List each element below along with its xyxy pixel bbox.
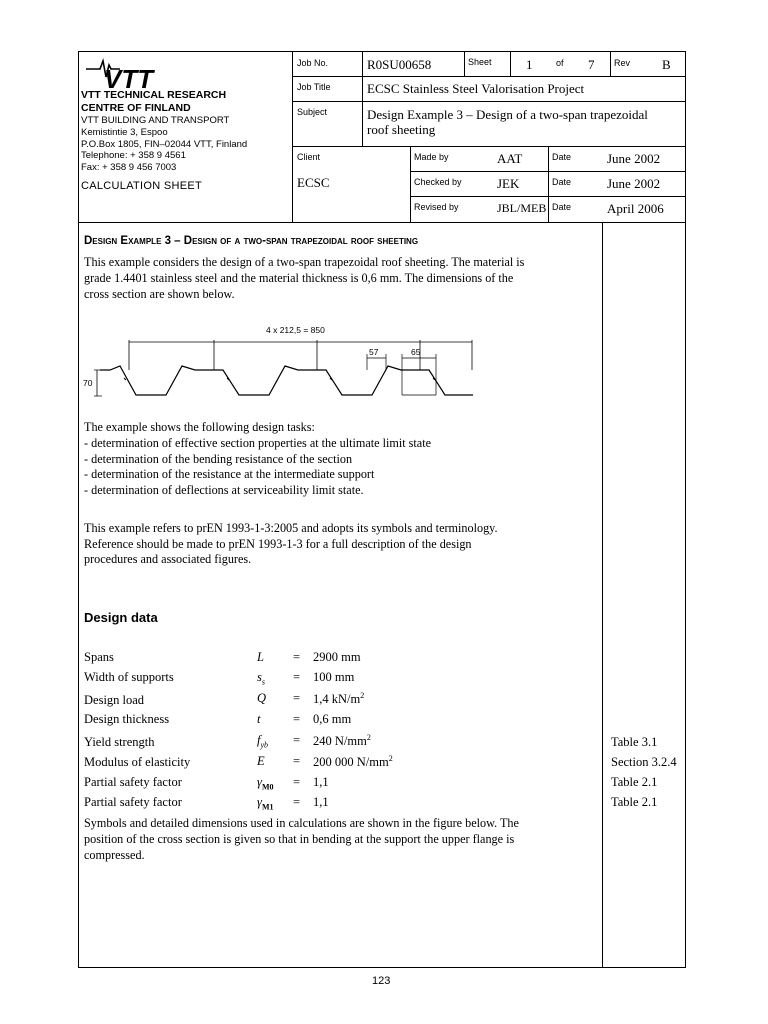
symbols-line-1: Symbols and detailed dimensions used in calculations are shown in the figure below. The bbox=[84, 816, 519, 830]
intro-line-1: This example considers the design of a two-span trapezoidal roof sheeting. The material is bbox=[84, 255, 525, 269]
job-title-label: Job Title bbox=[297, 82, 331, 92]
design-data-row bbox=[84, 795, 684, 813]
job-no-label: Job No. bbox=[297, 58, 329, 68]
dim-57: 57 bbox=[369, 347, 379, 357]
company-address-1: VTT BUILDING AND TRANSPORT bbox=[81, 115, 230, 126]
param-symbol: Q bbox=[257, 691, 267, 705]
trapezoidal-profile bbox=[100, 366, 473, 395]
equals-sign: = bbox=[293, 733, 301, 747]
equals-sign: = bbox=[293, 754, 301, 768]
task-item: - determination of the bending resistance of the section bbox=[84, 452, 353, 466]
dim-70: 70 bbox=[83, 378, 93, 388]
table-reference: Table 3.1 bbox=[611, 735, 658, 749]
design-data-row bbox=[84, 733, 684, 751]
param-value: 2900 mm bbox=[313, 650, 361, 664]
design-data-row bbox=[84, 775, 684, 793]
equals-sign: = bbox=[293, 775, 301, 789]
sheet-label: Sheet bbox=[468, 57, 492, 67]
design-data-row bbox=[84, 691, 684, 709]
checked-date-value: June 2002 bbox=[607, 176, 661, 191]
equals-sign: = bbox=[293, 691, 301, 705]
param-value: 100 mm bbox=[313, 670, 355, 684]
param-symbol: $s_s$ bbox=[257, 670, 265, 687]
sheet-number: 1 bbox=[526, 57, 533, 72]
design-data-row bbox=[84, 670, 684, 688]
design-data-row bbox=[84, 754, 684, 772]
row-rule-2 bbox=[292, 101, 686, 102]
subject-label: Subject bbox=[297, 107, 328, 117]
vtt-logo-graphic bbox=[84, 55, 194, 91]
param-symbol: E bbox=[257, 754, 265, 768]
dim-total: 4 x 212,5 = 850 bbox=[266, 325, 325, 335]
design-data-row bbox=[84, 650, 684, 668]
table-reference: Table 2.1 bbox=[611, 795, 658, 809]
subject-line-2: roof sheeting bbox=[367, 122, 436, 137]
col-rule-d bbox=[610, 51, 611, 76]
param-symbol: $f_{yb}$ bbox=[257, 733, 269, 750]
symbols-line-2: position of the cross section is given so that in bending at the support the upper flange is bbox=[84, 832, 515, 846]
made-by-label: Made by bbox=[414, 152, 449, 162]
equals-sign: = bbox=[293, 650, 301, 664]
logo-wordmark: VTT bbox=[104, 64, 154, 91]
page-number: 123 bbox=[372, 975, 391, 987]
param-name: Partial safety factor bbox=[84, 795, 182, 809]
col-rule-a bbox=[362, 51, 363, 146]
param-value: 1,1 bbox=[313, 775, 329, 789]
table-reference: Table 2.1 bbox=[611, 775, 658, 789]
row-rule-1 bbox=[292, 76, 686, 77]
checked-date-label: Date bbox=[552, 177, 572, 187]
vtt-logo bbox=[84, 55, 194, 91]
equals-sign: = bbox=[293, 712, 301, 726]
of-label: of bbox=[556, 58, 564, 68]
checked-by-value: JEK bbox=[497, 176, 520, 191]
param-value: 1,1 bbox=[313, 795, 329, 809]
checked-by-label: Checked by bbox=[414, 177, 462, 187]
design-data-heading: Design data bbox=[84, 610, 158, 625]
rev-label: Rev bbox=[614, 58, 631, 68]
param-value: 200 000 $N/mm^2$ bbox=[313, 754, 393, 770]
param-name: Yield strength bbox=[84, 735, 155, 749]
param-name: Width of supports bbox=[84, 670, 174, 684]
table-reference: Section 3.2.4 bbox=[611, 755, 677, 769]
tasks-intro: The example shows the following design tasks: bbox=[84, 420, 315, 434]
revised-by-value: JBL/MEB bbox=[497, 201, 547, 215]
equals-sign: = bbox=[293, 795, 301, 809]
header-bottom-rule bbox=[78, 222, 686, 223]
dim-65: 65 bbox=[411, 347, 421, 357]
row-rule-3 bbox=[292, 146, 686, 147]
subject-line-1: Design Example 3 – Design of a two-span trapezoidal bbox=[367, 107, 648, 122]
revised-date-value: April 2006 bbox=[607, 201, 664, 216]
task-item: - determination of deflections at serviceability limit state. bbox=[84, 483, 364, 497]
calculation-sheet-title: CALCULATION SHEET bbox=[81, 180, 203, 192]
param-symbol: $\gamma_{M1}$ bbox=[257, 795, 274, 812]
revised-date-label: Date bbox=[552, 202, 572, 212]
margin-rule bbox=[602, 222, 603, 968]
task-item: - determination of effective section properties at the ultimate limit state bbox=[84, 436, 431, 450]
made-date-label: Date bbox=[552, 152, 572, 162]
param-name: Spans bbox=[84, 650, 114, 664]
revised-by-label: Revised by bbox=[414, 202, 459, 212]
param-name: Design thickness bbox=[84, 712, 170, 726]
client-label: Client bbox=[297, 152, 321, 162]
client-value: ECSC bbox=[297, 175, 330, 190]
param-value: 1,4 $kN/m^2$ bbox=[313, 691, 365, 707]
symbols-line-3: compressed. bbox=[84, 848, 145, 862]
made-by-value: AAT bbox=[497, 151, 523, 166]
param-value: 240 $N/mm^2$ bbox=[313, 733, 371, 749]
example-heading: Design Example 3 – Design of a two-span trapezoidal roof sheeting bbox=[84, 235, 419, 247]
design-data-row bbox=[84, 712, 684, 730]
col-rule-f bbox=[548, 146, 549, 222]
param-symbol: L bbox=[257, 650, 264, 664]
refers-line-3: procedures and associated figures. bbox=[84, 552, 252, 566]
col-rule-c bbox=[510, 51, 511, 76]
made-date-value: June 2002 bbox=[607, 151, 661, 166]
company-name-1: VTT TECHNICAL RESEARCH bbox=[81, 89, 227, 101]
intro-line-3: cross section are shown below. bbox=[84, 287, 235, 301]
intro-line-2: grade 1.4401 stainless steel and the material thickness is 0,6 mm. The dimensions of the bbox=[84, 271, 514, 285]
equals-sign: = bbox=[293, 670, 301, 684]
param-symbol: $\gamma_{M0}$ bbox=[257, 775, 274, 792]
col-rule-e bbox=[410, 146, 411, 222]
rev-value: B bbox=[662, 57, 671, 72]
company-name-2: CENTRE OF FINLAND bbox=[81, 102, 191, 114]
job-title-value: ECSC Stainless Steel Valorisation Project bbox=[367, 81, 585, 96]
company-address-3: P.O.Box 1805, FIN–02044 VTT, Finland bbox=[81, 139, 248, 150]
param-symbol: t bbox=[257, 712, 261, 726]
company-phone: Telephone: + 358 9 4561 bbox=[81, 150, 186, 161]
refers-line-1: This example refers to prEN 1993-1-3:2005 and adopts its symbols and terminology. bbox=[84, 521, 498, 535]
cross-section-svg bbox=[80, 318, 500, 410]
task-item: - determination of the resistance at the intermediate support bbox=[84, 467, 375, 481]
param-name: Design load bbox=[84, 693, 145, 707]
cross-section-figure bbox=[80, 318, 500, 410]
param-name: Modulus of elasticity bbox=[84, 755, 191, 769]
param-value: 0,6 mm bbox=[313, 712, 352, 726]
param-name: Partial safety factor bbox=[84, 775, 182, 789]
job-no-value: R0SU00658 bbox=[367, 57, 432, 72]
refers-line-2: Reference should be made to prEN 1993-1-3 for a full description of the design bbox=[84, 537, 472, 551]
company-address-2: Kemistintie 3, Espoo bbox=[81, 127, 168, 138]
col-rule-b bbox=[464, 51, 465, 76]
company-fax: Fax: + 358 9 456 7003 bbox=[81, 162, 177, 173]
sheet-total: 7 bbox=[588, 57, 595, 72]
